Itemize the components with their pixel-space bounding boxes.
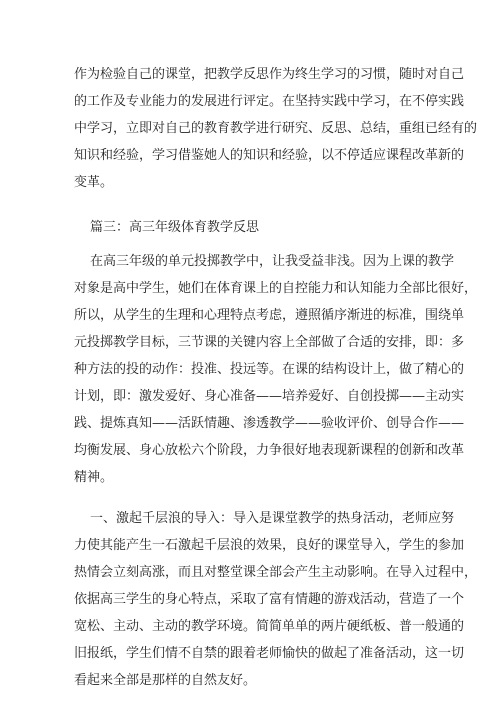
text-line: 计划，即：激发爱好、身心准备——培养爱好、自创投掷——主动实: [74, 389, 465, 404]
text-line: 依据高三学生的身心特点，采取了富有情趣的游戏活动，营造了一个: [74, 592, 465, 607]
text-line: 的工作及专业能力的发展进行评定。在坚持实践中学习，在不停实践: [74, 94, 465, 109]
text-line: 旧报纸，学生们情不自禁的跟着老师愉快的做起了准备活动，这一切: [74, 646, 465, 661]
text-line: 所以，从学生的生理和心理特点考虑，遵照循序渐进的标准，围绕单: [74, 308, 465, 323]
text-line: 作为检验自己的课堂，把教学反思作为终生学习的习惯，随时对自己: [74, 67, 465, 82]
text-line: 热情会立刻高涨，而且对整堂课全部会产生主动影响。在导入过程中，: [74, 565, 478, 580]
text-line: 知识和经验，学习借鉴她人的知识和经验，以不停适应课程改革新的: [74, 148, 465, 163]
text-line: 中学习，立即对自己的教育教学进行研究、反思、总结，重组已经有的: [74, 121, 478, 136]
text-line: 对象是高中学生，她们在体育课上的自控能力和认知能力全部比很好，: [74, 281, 478, 296]
text-line: 一、激起千层浪的导入：导入是课堂教学的热身活动，老师应努: [90, 511, 455, 526]
text-line: 种方法的投的动作：投准、投远等。在课的结构设计上，做了精心的: [74, 362, 465, 377]
text-line: 力使其能产生一石激起千层浪的效果，良好的课堂导入，学生的参加: [74, 538, 465, 553]
text-line: 变革。: [74, 175, 114, 190]
text-line: 元投掷教学目标，三节课的关键内容上全部做了合适的安排，即：多: [74, 335, 465, 350]
text-line: 在高三年级的单元投掷教学中，让我受益非浅。因为上课的教学: [90, 254, 455, 269]
text-line: 看起来全部是那样的自然友好。: [74, 673, 257, 688]
text-line: 精神。: [74, 470, 114, 485]
section-heading: 篇三：高三年级体育教学反思: [90, 220, 260, 235]
text-line: 均衡发展、身心放松六个阶段，力争很好地表现新课程的创新和改革: [74, 443, 465, 458]
text-line: 宽松、主动、主动的教学环境。简简单单的两片硬纸板、普一般通的: [74, 619, 465, 634]
text-line: 践、提炼真知——活跃情趣、渗透教学——验收评价、创导合作——: [74, 416, 465, 431]
